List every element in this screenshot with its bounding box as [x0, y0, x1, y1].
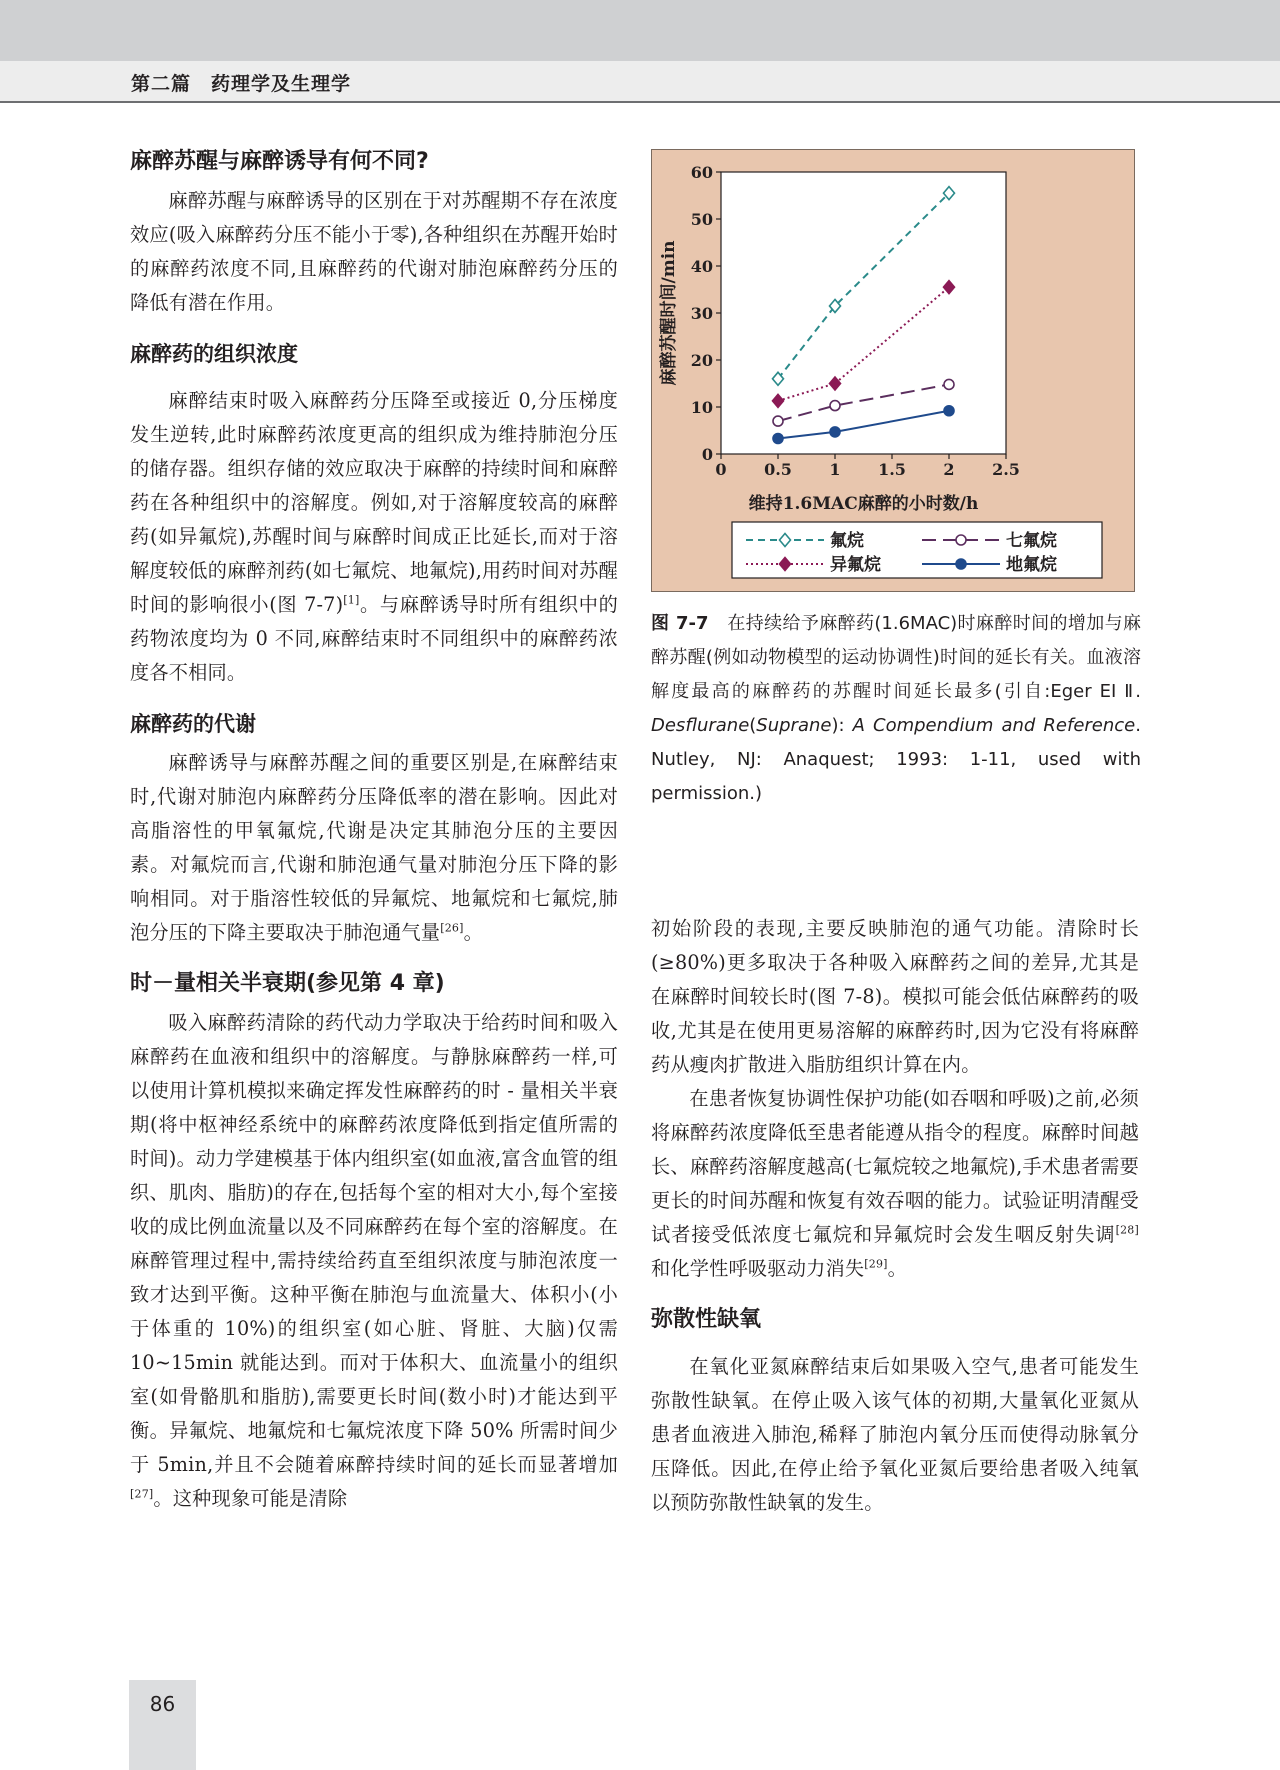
data-point	[773, 416, 783, 426]
figure-caption	[651, 607, 1141, 811]
y-tick-label: 40	[690, 257, 713, 276]
paragraph	[130, 746, 618, 950]
citation: [27]	[130, 1487, 154, 1501]
data-point	[830, 427, 840, 437]
citation: [28]	[1115, 1223, 1139, 1237]
y-tick-label: 50	[690, 210, 713, 229]
x-tick-label: 1.5	[878, 460, 906, 479]
legend-label: 地氟烷	[1006, 555, 1057, 575]
running-header-title: 第二篇 药理学及生理学	[131, 73, 352, 95]
page-number: 86	[149, 1692, 176, 1716]
text: 。	[887, 1257, 908, 1280]
y-tick-label: 10	[690, 398, 713, 417]
plot-area	[721, 172, 1006, 454]
legend-marker	[956, 559, 966, 569]
x-tick-label: 2.5	[992, 460, 1020, 479]
subsection-title-metabolism: 麻醉药的代谢	[130, 712, 256, 736]
citation: [1]	[343, 593, 360, 607]
y-tick-label: 0	[701, 445, 713, 464]
text: 在患者恢复协调性保护功能(如吞咽和呼吸)之前,必须将麻醉药浓度降低至患者能遵从指令的程度。麻醉时间越长、麻醉药溶解度越高(七氟烷较之地氟烷),手术患者需要更长的时间苏醒和恢复有效吞咽的能力。试验证明清醒受试者接受低浓度七氟烷和异氟烷时会发生咽反射失调	[651, 1087, 1139, 1246]
paragraph: 在氧化亚氮麻醉结束后如果吸入空气,患者可能发生弥散性缺氧。在停止吸入该气体的初期,大量氧化亚氮从患者血液进入肺泡,稀释了肺泡内氧分压而使得动脉氧分压降低。因此,在停止给予氧化亚氮后要给患者吸入纯氧以预防弥散性缺氧的发生。	[651, 1355, 1139, 1514]
text: 吸入麻醉药清除的药代动力学取决于给药时间和吸入麻醉药在血液和组织中的溶解度。与静脉麻醉药一样,可以使用计算机模拟来确定挥发性麻醉药的时 - 量相关半衰期(将中枢神经系统中的麻醉药浓度降低到指定值所需的时间)。动力学建模基于体内组织室(如血液,富含血管的组织、肌肉、脂肪)的存在,包括每个室的相对大小,每个室接收的成比例血流量以及不同麻醉药在每个室的溶解度。在麻醉管理过程中,需持续给药直至组织浓度与肺泡浓度一致才达到平衡。这种平衡在肺泡与血流量大、体积小(小于体重的 10%)的组织室(如心脏、肾脏、大脑)仅需 10~15min 就能达到。而对于体积大、血流量小的组织室(如骨骼肌和脂肪),需要更长时间(数小时)才能达到平衡。异氟烷、地氟烷和七氟烷浓度下降 50% 所需时间少于 5min,并且不会随着麻醉持续时间的延长而显著增加	[130, 1011, 618, 1476]
paragraph: 麻醉苏醒与麻醉诱导的区别在于对苏醒期不存在浓度效应(吸入麻醉药分压不能小于零),各种组织在苏醒开始时的麻醉药浓度不同,且麻醉药的代谢对肺泡麻醉药分压的降低有潜在作用。	[130, 189, 618, 314]
caption-text: (	[749, 715, 757, 736]
y-tick-label: 60	[690, 163, 713, 182]
y-axis-label: 麻醉苏醒时间/min	[659, 240, 679, 386]
text: 。	[463, 921, 483, 944]
text: 。与麻醉诱导时所有组织中的药物浓度均为 0 不同,麻醉结束时不同组织中的麻醉药浓度各不相同。	[130, 593, 618, 684]
text: 。这种现象可能是清除	[153, 1487, 348, 1510]
caption-italic: Desflurane	[651, 715, 750, 736]
legend-label: 氟烷	[830, 531, 864, 551]
data-point	[944, 406, 954, 416]
paragraph	[651, 1082, 1139, 1286]
x-tick-label: 1	[829, 460, 841, 479]
y-tick-label: 20	[690, 351, 713, 370]
subsection-title-tissue: 麻醉药的组织浓度	[130, 342, 298, 366]
citation: [29]	[864, 1257, 888, 1271]
caption-italic: A Compendium and Reference	[852, 715, 1136, 736]
top-band	[0, 0, 1280, 61]
paragraph	[130, 1006, 618, 1516]
x-tick-label: 0	[715, 460, 727, 479]
left-column	[130, 140, 618, 1516]
text: 和化学性呼吸驱动力消失	[651, 1257, 865, 1280]
section-title-diffusion-hypoxia: 弥散性缺氧	[651, 1307, 762, 1332]
figure-label: 图 7-7	[651, 613, 709, 634]
caption-italic: Suprane	[756, 715, 832, 736]
citation: [26]	[440, 921, 464, 935]
text: 麻醉诱导与麻醉苏醒之间的重要区别是,在麻醉结束时,代谢对肺泡内麻醉药分压降低率的潜在影响。因此对高脂溶性的甲氧氟烷,代谢是决定其肺泡分压的主要因素。对氟烷而言,代谢和肺泡通气量对肺泡分压下降的影响相同。对于脂溶性较低的异氟烷、地氟烷和七氟烷,肺泡分压的下降主要取决于肺泡通气量	[130, 751, 618, 944]
caption-text: 在持续给予麻醉药(1.6MAC)时麻醉时间的增加与麻醉苏醒(例如动物模型的运动协调性)时间的延长有关。血液溶解度最高的麻醉药的苏醒时间延长最多(引自:Eger EI Ⅱ.	[651, 613, 1141, 702]
paragraph	[130, 384, 618, 690]
caption-text: ):	[831, 715, 853, 736]
right-column	[651, 912, 1139, 1520]
paragraph: 初始阶段的表现,主要反映肺泡的通气功能。清除时长(≥80%)更多取决于各种吸入麻醉药之间的差异,尤其是在麻醉时间较长时(图 7-8)。模拟可能会低估麻醉药的吸收,尤其是在使用更易溶解的麻醉药时,因为它没有将麻醉药从瘦肉扩散进入脂肪组织计算在内。	[651, 917, 1139, 1076]
x-tick-label: 0.5	[764, 460, 792, 479]
caption-text: . Nutley, NJ: Anaquest; 1993: 1-11, used with permission.)	[651, 715, 1141, 804]
legend-marker	[956, 535, 966, 545]
section-title-half-time: 时－量相关半衰期(参见第 4 章)	[130, 971, 445, 996]
data-point	[830, 401, 840, 411]
x-axis-label: 维持1.6MAC麻醉的小时数/h	[748, 494, 979, 514]
section-title-emergence: 麻醉苏醒与麻醉诱导有何不同?	[130, 149, 429, 174]
data-point	[944, 379, 954, 389]
x-tick-label: 2	[943, 460, 955, 479]
data-point	[773, 433, 783, 443]
figure-7-7-chart	[651, 149, 1135, 592]
legend-label: 异氟烷	[830, 555, 881, 575]
legend-label: 七氟烷	[1006, 531, 1057, 551]
y-tick-label: 30	[690, 304, 713, 323]
text: 麻醉结束时吸入麻醉药分压降至或接近 0,分压梯度发生逆转,此时麻醉药浓度更高的组织成为维持肺泡分压的储存器。组织存储的效应取决于麻醉的持续时间和麻醉药在各种组织中的溶解度。例如,对于溶解度较高的麻醉药(如异氟烷),苏醒时间与麻醉时间成正比延长,而对于溶解度较低的麻醉剂药(如七氟烷、地氟烷),用药时间对苏醒时间的影响很小(图 7-7)	[130, 389, 618, 616]
chart-svg	[652, 150, 1136, 593]
